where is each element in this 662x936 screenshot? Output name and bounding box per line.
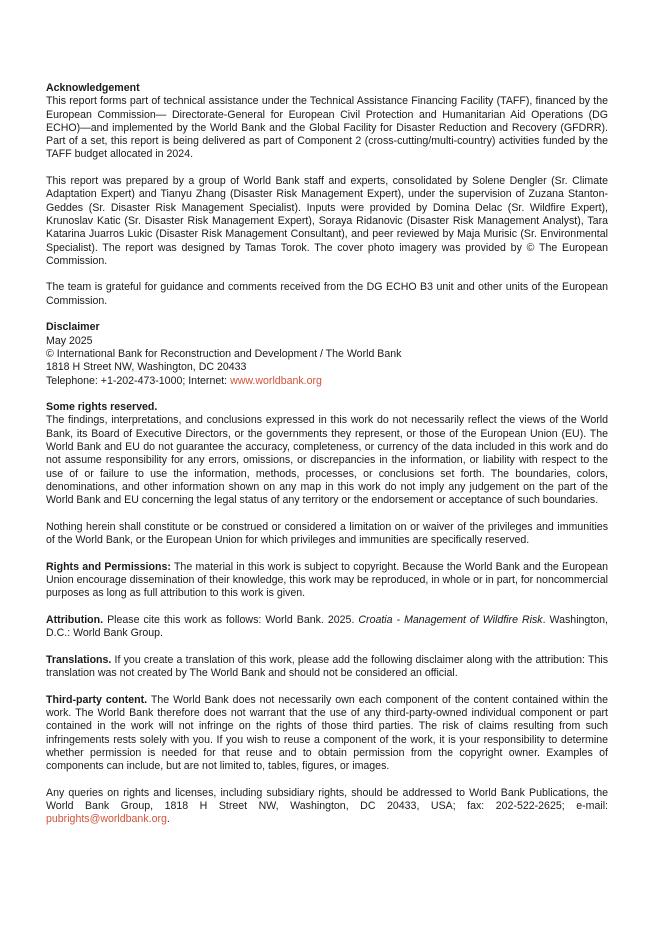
third-party-paragraph: [46, 694, 608, 774]
acknowledgement-paragraph-1: This report forms part of technical assistance under the Technical Assistance Financing Facility (TAFF), financed by the European Commission— Directorate-General for European Civil Protection and Humanitarian Aid Operations (DG ECHO)—and implemented by the World Bank and the Global Facility for Disaster Reduction and Recovery (GFDRR). Part of a set, this report is being delivered as part of Component 2 (cross-cutting/multi-country) activities funded by the TAFF budget allocated in 2024.: [46, 95, 608, 161]
rights-section: [46, 401, 608, 547]
contact-prefix: Telephone: +1-202-473-1000; Internet:: [46, 374, 231, 387]
disclaimer-date: May 2025: [46, 334, 93, 347]
attribution-text-after: . Washington, D.C.: World Bank Group.: [46, 613, 608, 640]
translations-paragraph: [46, 654, 608, 681]
rights-paragraph-2: Nothing herein shall constitute or be construed or considered a limitation on or waiver of the privileges and immunities of the World Bank, or the European Union for which privileges and immunities are specifically reserved.: [46, 520, 608, 547]
queries-text: Any queries on rights and licenses, including subsidiary rights, should be addressed to World Bank Publications, the World Bank Group, 1818 H Street NW, Washington, DC 20433, USA; fax: 202-522-2625; e-mail:: [46, 786, 608, 813]
translations-heading: Translations.: [46, 653, 112, 666]
queries-paragraph: [46, 787, 608, 827]
disclaimer-contact: [46, 375, 608, 388]
disclaimer-address: 1818 H Street NW, Washington, DC 20433: [46, 361, 247, 374]
acknowledgement-paragraph-3: The team is grateful for guidance and comments received from the DG ECHO B3 unit and other units of the European Commission.: [46, 281, 608, 307]
rights-paragraph-1: The findings, interpretations, and conclusions expressed in this work do not necessarily reflect the views of the World Bank, its Board of Executive Directors, or the governments they represent, or those of the European Union (EU). The World Bank and EU do not guarantee the accuracy, completeness, or currency of the data included in this work and do not assume responsibility for any errors, omissions, or discrepancies in the information, or liability with respect to the use of or failure to use the information, methods, processes, or conclusions set forth. The boundaries, colors, denominations, and other information shown on any map in this work do not imply any judgement on the part of the World Bank and EU concerning the legal status of any territory or the endorsement or acceptance of such boundaries.: [46, 414, 608, 507]
third-party-heading: Third-party content.: [46, 693, 148, 706]
translations-text: If you create a translation of this work, please add the following disclaimer along with the attribution: This translation was not created by The World Bank and should not be considered an official.: [46, 653, 608, 680]
permissions-text: The material in this work is subject to copyright. Because the World Bank and the European Union encourage dissemination of their knowledge, this work may be reproduced, in whole or in part, for noncommercial purposes as long as full attribution to this work is given.: [46, 560, 608, 600]
acknowledgement-section: [46, 82, 608, 308]
website-link[interactable]: www.worldbank.org: [230, 374, 322, 387]
permissions-heading: Rights and Permissions:: [46, 560, 171, 573]
permissions-paragraph: [46, 561, 608, 601]
email-link[interactable]: pubrights@worldbank.org: [46, 813, 167, 826]
acknowledgement-heading: Acknowledgement: [46, 82, 140, 94]
attribution-heading: Attribution.: [46, 613, 104, 626]
queries-end: .: [166, 813, 170, 826]
document-page: [46, 82, 608, 827]
acknowledgement-paragraph-2: This report was prepared by a group of World Bank staff and experts, consolidated by Solene Dengler (Sr. Climate Adaptation Expert) and Tianyu Zhang (Disaster Risk Management Expert), under the supervision of Zuzana Stanton-Geddes (Sr. Disaster Risk Management Specialist). Inputs were provided by Domina Delac (Sr. Wildfire Expert), Krunoslav Katic (Sr. Disaster Risk Management Expert), Soraya Ridanovic (Disaster Risk Management Analyst), Tara Katarina Juarros Lukic (Disaster Risk Management Consultant), and peer reviewed by Maja Murisic (Sr. Environmental Specialist). The report was designed by Tamas Torok. The cover photo imagery was provided by © The European Commission.: [46, 175, 608, 267]
rights-heading: Some rights reserved.: [46, 401, 158, 414]
disclaimer-heading: Disclaimer: [46, 321, 100, 334]
disclaimer-section: [46, 321, 608, 387]
attribution-title: Croatia - Management of Wildfire Risk: [358, 613, 543, 626]
attribution-text-before: Please cite this work as follows: World Bank. 2025.: [103, 613, 359, 626]
attribution-paragraph: [46, 614, 608, 641]
third-party-text: The World Bank does not necessarily own each component of the content contained within the work. The World Bank therefore does not warrant that the use of any third-party-owned individual component or part contained in the work will not infringe on the rights of those third parties. The risk of claims resulting from such infringements rests solely with you. If you wish to reuse a component of the work, it is your responsibility to determine whether permission is needed for that reuse and to obtain permission from the copyright owner. Examples of components can include, but are not limited to, tables, figures, or images.: [46, 693, 608, 773]
disclaimer-copyright: © International Bank for Reconstruction and Development / The World Bank: [46, 347, 402, 360]
